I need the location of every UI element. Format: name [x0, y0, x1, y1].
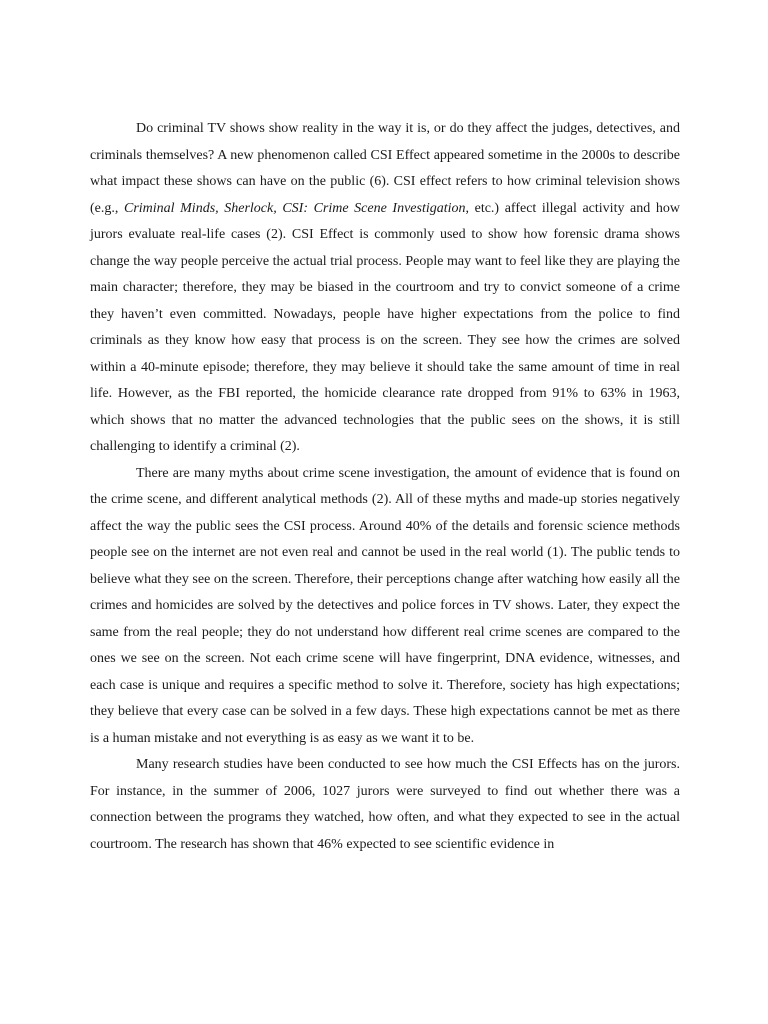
paragraph-1-italic-titles: Criminal Minds, Sherlock, CSI: Crime Scene Investigation	[123, 200, 466, 216]
paragraph-3: Many research studies have been conducted to see how much the CSI Effects has on the jurors. For instance, in the summer of 2006, 1027 jurors were surveyed to find out whether there was a connection between the programs they watched, how often, and what they expected to see in the actual courtroom. The research has shown that 46% expected to see scientific evidence in	[90, 757, 680, 852]
document-body	[90, 116, 680, 858]
paragraph-1-text-a: Do criminal TV shows show reality in the way it is, or do they affect the judges, detectives, and criminals themselves? A new phenomenon called CSI Effect appeared sometime in the 2000s to describe what impact these shows can have on the public (6). CSI effect refers to how criminal television shows (e.g.,	[90, 121, 680, 216]
paragraph-1	[90, 116, 680, 461]
paragraph-2: There are many myths about crime scene investigation, the amount of evidence that is found on the crime scene, and different analytical methods (2). All of these myths and made-up stories negatively affect the way the public sees the CSI process. Around 40% of the details and forensic science methods people see on the internet are not even real and cannot be used in the real world (1). The public tends to believe what they see on the screen. Therefore, their perceptions change after watching how easily all the crimes and homicides are solved by the detectives and police forces in TV shows. Later, they expect the same from the real people; they do not understand how different real crime scenes are compared to the ones we see on the screen. Not each crime scene will have fingerprint, DNA evidence, witnesses, and each case is unique and requires a specific method to solve it. Therefore, society has high expectations; they believe that every case can be solved in a few days. These high expectations cannot be met as there is a human mistake and not everything is as easy as we want it to be.	[90, 465, 680, 746]
paragraph-1-text-b: , etc.) affect illegal activity and how jurors evaluate real-life cases (2). CSI Effect is commonly used to show how forensic drama shows change the way people perceive the actual trial process. People may want to feel like they are playing the main character; therefore, they may be biased in the courtroom and try to convict someone of a crime they haven’t even committed. Nowadays, people have higher expectations from the police to find criminals as they know how easy that process is on the screen. They see how the crimes are solved within a 40-minute episode; therefore, they may believe it should take the same amount of time in real life. However, as the FBI reported, the homicide clearance rate dropped from 91% to 63% in 1963, which shows that no matter the advanced technologies that the public sees on the shows, it is still challenging to identify a criminal (2).	[90, 200, 680, 454]
